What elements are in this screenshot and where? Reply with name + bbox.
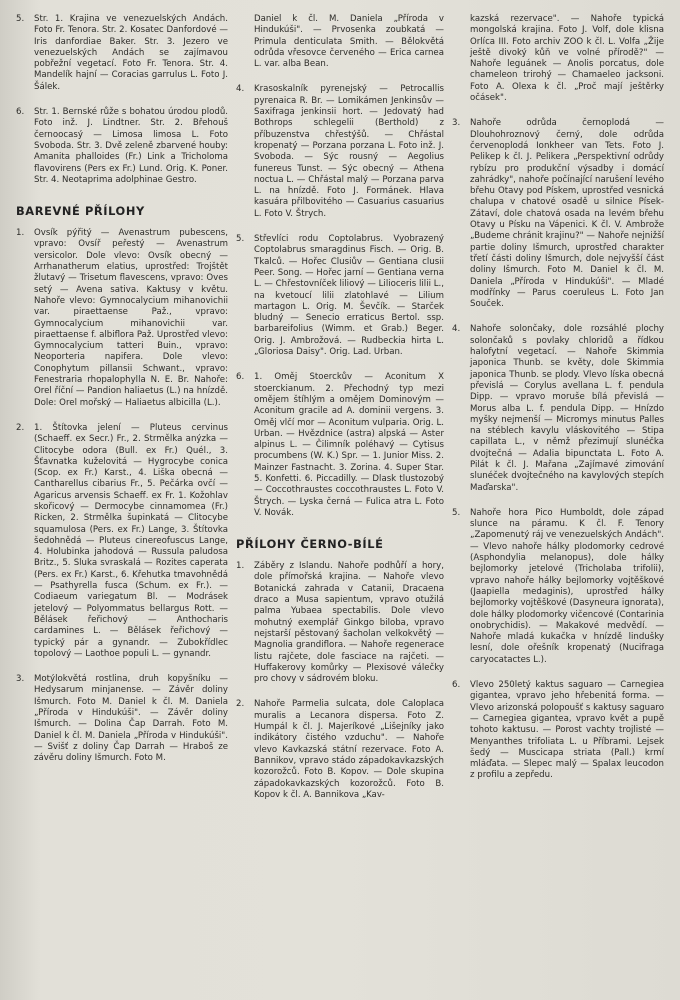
list-item xyxy=(236,84,444,220)
item-text: Nahoře Parmelia sulcata, dole Caloplaca muralis a Lecanora dispersa. Foto Z. Humpál k čl. J. Majeríkové „Lišejníky jako indikátory čistého vzduchu". — Nahoře vlevo Kavkazská státní rezervace. Foto A. Bannikov, vpravo stádo západokavkazských kozorožců. Foto B. Kopov. — Dole skupina západokavkazských kozorožců. Foto B. Kopov k čl. A. Bannikova „Kav- xyxy=(254,699,444,800)
item-number: 6. xyxy=(16,107,25,118)
item-number: 3. xyxy=(16,674,25,685)
list-item xyxy=(236,699,444,801)
item-number: 2. xyxy=(16,422,25,433)
item-text: Krasoskalník pyrenejský — Petrocallis pyrenaica R. Br. — Lomikámen Jenkinsův — Saxifraga jenkinsii hort. — Jedovatý had Bothrops schlegelii (Berthold) z příbuzenstva chřestýšů. — Chřástal kropenatý — Porzana porzana L. Foto inž. J. Svoboda. — Sýc rousný — Aegolius funereus Tunst. — Sýc obecný — Athena noctua L. — Chřástal malý — Porzana parva L. na hnízdě. Foto J. Formánek. Hlava kasuára přilbovitého — Casuarius casuarius L. Foto V. Štrych. xyxy=(254,84,444,219)
item-number: 3. xyxy=(452,118,461,129)
item-number: 6. xyxy=(236,372,245,383)
list-item xyxy=(16,228,228,409)
list-item-continued: kazská rezervace". — Nahoře typická mongolská krajina. Foto J. Volf, dole klisna Orlíca III. Foto archiv ZOO k čl. L. Volfa „Žije ještě divoký kůň ve volné přírodě?" — Nahoře leguánek — Anolis porcatus, dole chameleon trirohý — Chamaeleo jacksoni. Foto A. Olexa k čl. „Proč mají ještěrky očásek". xyxy=(470,14,664,104)
item-text: Nahoře hora Pico Humboldt, dole západ slunce na páramu. K čl. F. Tenory „Zapomenutý ráj ve venezuelských Andách". — Vlevo nahoře hálky plodomorky cedrové (Asphondylia melanopus), dole hálky bejlomorky jetelové (Tricholaba trifolii), vpravo nahoře hálky bejlomorky vojtěškové (Jaapiella medaginis), uprostřed hálky bejlomorky vojtěškové (Dasyneura ignorata), dole hálky plodomorky vičencové (Contarinia onobrychidis). — Makakové medvědí. — Nahoře mladá kukačka v hnízdě lindušky lesní, dole ořešník kropenatý (Nucifraga caryocatactes L.). xyxy=(470,507,664,665)
item-number: 4. xyxy=(236,84,245,95)
list-item xyxy=(452,508,664,666)
section-heading-bw-plates: PŘÍLOHY ČERNO-BÍLÉ xyxy=(236,537,384,552)
column-left xyxy=(16,14,228,779)
item-text: 1. Oměj Stoerckův — Aconitum X stoerckianum. 2. Přechodný typ mezi omějem štíhlým a omějem Dominovým — Aconitum gracile ad A. dominii vergens. 3. Oměj vlčí mor — Aconitum vulparia. Orig. L. Urban. — Hvězdnice (astra) alpská — Aster alpinus L. — Čilimník poléhavý — Cytisus procumbens (W. K.) Spr. — 1. Junior Miss. 2. Mainzer Fastnacht. 3. Zorina. 4. Super Star. 5. Konfetti. 6. Piccadilly. — Dlask tlustozobý — Coccothraustes coccothraustes L. Foto V. Štrych. — Lyska černá — Fulica atra L. Foto V. Novák. xyxy=(254,372,444,518)
list-item xyxy=(452,118,664,310)
list-item xyxy=(16,107,228,186)
item-text: Vlevo 250letý kaktus saguaro — Carnegiea gigantea, vpravo jeho hřebenitá forma. — Vlevo arizonská polopoušť s kaktusy saguaro — Carnegiea gigantea, vpravo květ a pupě tohoto kaktusu. — Porost vachty trojlisté — Menyanthes trifoliata L. u Příbrami. Lejsek šedý — Muscicapa striata (Pall.) krmí mláďata. — Slepec malý — Spalax leucodon z profilu a zepředu. xyxy=(470,680,664,781)
list-item xyxy=(16,423,228,660)
item-number: 5. xyxy=(16,14,25,24)
list-item xyxy=(236,372,444,519)
item-number: 2. xyxy=(236,699,245,710)
item-text: Str. 1. Krajina ve venezuelských Andách. Foto Fr. Tenora. Str. 2. Kosatec Danfordové — Iris danfordiae Baker. Str. 3. Jezero ve venezuelských Andách se zajímavou pobřežní vegetací. Foto Fr. Tenora. Str. 4. Mandelík hajní — Coracias garrulus L. Foto J. Šálek. xyxy=(34,14,228,92)
item-number: 5. xyxy=(452,507,461,518)
item-number: 6. xyxy=(452,680,461,691)
item-number: 1. xyxy=(236,561,245,572)
item-text: Nahoře odrůda černoplodá — Dlouhohroznový černý, dole odrůda červenoplodá Ionkheer van Tets. Foto J. Pelikер k čl. J. Pelikera „Perspektivní odrůdy rybízu pro produkční výsadby i domácí zahrádky", nahoře počínající narušení levého břehu Otavy pod Pískem, uprostřed vesnická chalupa v chatové osadě u silnice Písek-Zátaví, dole chatová osada na levém břehu Otavy u Písku na Vápenici. K čl. V. Ambrože „Budeme chránit krajinu?" — Nahoře nejnižší partie doliny Išmurch, uprostřed charakter třetí části doliny Išmurch, dole nejvyšší část doliny Išmurch. Foto M. Daniel k čl. M. Daniela „Příroda v Hindukúši". — Mladé modřínky — Parus coeruleus L. Foto Jan Souček. xyxy=(470,118,664,310)
column-middle xyxy=(236,14,444,815)
item-number: 4. xyxy=(452,324,461,335)
list-item xyxy=(452,324,664,493)
item-text: Motýlokvětá rostlina, druh kopyšníku — Hedysarum minjanense. — Závěr doliny Išmurch. Foto M. Daniel k čl. M. Daniela „Příroda v Hindukúši". — Závěr doliny Išmurch. — Dolina Čap Darrah. Foto M. Daniel k čl. M. Daniela „Příroda v Hindukúši". — Svišť z doliny Čap Darrah — Hraboš ze závěru doliny Išmurch. Foto M. xyxy=(34,674,228,764)
section-heading-color-plates: BAREVNÉ PŘÍLOHY xyxy=(16,204,145,219)
list-item xyxy=(16,14,228,93)
item-text: Str. 1. Bernské růže s bohatou úrodou plodů. Foto inž. J. Lindtner. Str. 2. Břehouš černoocasý — Limosa limosa L. Foto Svoboda. Str. 3. Dvě zeleně zbarvené houby: Amanita phalloides (Fr.) Link a Tricholoma flavovirens (Pers ex Fr.) Lund. Orig. K. Poner. Str. 4. Neotaprima adolphinae Gestro. xyxy=(34,107,228,185)
item-text: Ovsík pýřitý — Avenastrum pubescens, vpravo: Ovsíř peřestý — Avenastrum versicolor. Dole vlevo: Ovsík obecný — Arrhanatherum elatius, uprostřed: Trojštět žlutavý — Trisetum flavescens, vpravo: Oves setý — Avena sativa. Kaktusy v květu. Nahoře vlevo: Gymnocalycium mihanovichii var. piraettaense Paž., vpravo: Gymnocalycium mihanovichii var. piraettaense f. albiflora Paž. Uprostřed vlevo: Gymnocalycium tatteri Buin., vpravo: Neoporteria napifera. Dole vlevo: Conophytum pillansii Schwant., vpravo: Fenestraria rhopalophylla N. E. Br. Nahoře: Orel říční — Pandion haliaetus (L.) na hnízdě. Dole: Orel mořský — Haliaetus albicilla (L.). xyxy=(34,228,228,408)
list-item xyxy=(16,674,228,764)
list-item xyxy=(452,680,664,782)
item-text: Nahoře solončaky, dole rozsáhlé plochy solončaků s povlaky chloridů a řídkou halofytní vegetací. — Nahoře Skimmia japonica Thunb. se květy, dole Skimmia japonica Thunb. se plody. Vlevo líska obecná převislá — Corylus avellana L. f. pendula Dipp. — vpravo moruše bílá převislá — Morus alba L. f. pendula Dipp. — Hnízdo myšky nejmenší — Micromys minutus Palles na stéblech kavylu vláskovitého — Stipa capillata L., v němž přezimují slunéčka dvojtečná — Adalia bipunctata L. Foto A. Pilát k čl. J. Mařana „Zajímavé zimování slunéček dvojtečného na kavylových stepích Maďarska". xyxy=(470,324,664,493)
item-number: 5. xyxy=(236,234,245,245)
item-number: 1. xyxy=(16,228,25,239)
column-right xyxy=(452,14,664,796)
item-text: Záběry z Islandu. Nahoře podhůří a hory, dole přímořská krajina. — Nahoře vlevo Botanická zahrada v Catanii, Dracaena draco a Musa sapientum, vpravo otužilá palma Yubaea spectabilis. Dole vlevo mohutný exemplář Ginkgo biloba, vpravo nejstarší pěstovaný šacholan velkokvětý — Magnolia grandiflora. — Nahoře regenerace listu rajčete, dole fasciace na rajčeti. — Huffakerovy komůrky — Plexisové válečky pro chovy v sádrovém bloku. xyxy=(254,561,444,685)
item-text: Střevlíci rodu Coptolabrus. Vyobrazený Coptolabrus smaragdinus Fisch. — Orig. B. Tkalců. — Hořec Clusiův — Gentiana clusii Peer. Song. — Hořec jarní — Gentiana verna L. — Chřestovníček liliový — Lilioceris lilii L., na kvetoucí lilii zlatohlavé — Lilium martagon L. Orig. M. Ševčík. — Starček bludný — Senecio erraticus Bertol. ssp. barbareifolius (Wimm. et Grab.) Beger. Orig. J. Ambrožová. — Rudbeckia hirta L. „Gloriosa Daisy". Orig. Lad. Urban. xyxy=(254,234,444,358)
item-text: 1. Štítovka jelení — Pluteus cervinus (Schaeff. ex Secr.) Fr., 2. Strmělka anýzka — Clitocybe odora (Bull. ex Fr.) Quél., 3. Šťavnatka kuželovitá — Hygrocybe conica (Scop. ex Fr.) Karst., 4. Liška obecná — Cantharellus cibarius Fr., 5. Pečárka ovčí — Agaricus arvensis Schaeff. ex Fr. 1. Kožohlav skořicový — Dermocybe cinnamomea (Fr.) Ricken, 2. Strmělka šupinkatá — Clitocybe squamulosa (Pers. ex Fr.) Lange, 3. Štítovka šedohnědá — Pluteus cinereofuscus Lange, 4. Holubinka jahodová — Russula paludosa Britz., 5. Sluka svraskalá — Rozites caperata (Pers. ex Fr.) Karst., 6. Křehutka tmavohnědá — Psathyrella fusca (Schum. ex Fr.). — Codiaeum variegatum Bl. — Modrásek jetelový — Polyommatus bellargus Rott. — Bělásek řeřichový — Anthocharis cardamines L. — Bělásek řeřichový — typický pár a gynandr. — Zubokřídlec topolový — Laothoe populi L. — gynandr. xyxy=(34,422,228,659)
list-item xyxy=(236,234,444,358)
list-item xyxy=(236,561,444,685)
list-item-continued: Daniel k čl. M. Daniela „Příroda v Hindukúši". — Prvosenka zoubkatá — Primula denticulata Smith. — Bělokvětá odrůda vřesovce červeného — Erica carnea L. var. alba Bean. xyxy=(254,14,444,70)
